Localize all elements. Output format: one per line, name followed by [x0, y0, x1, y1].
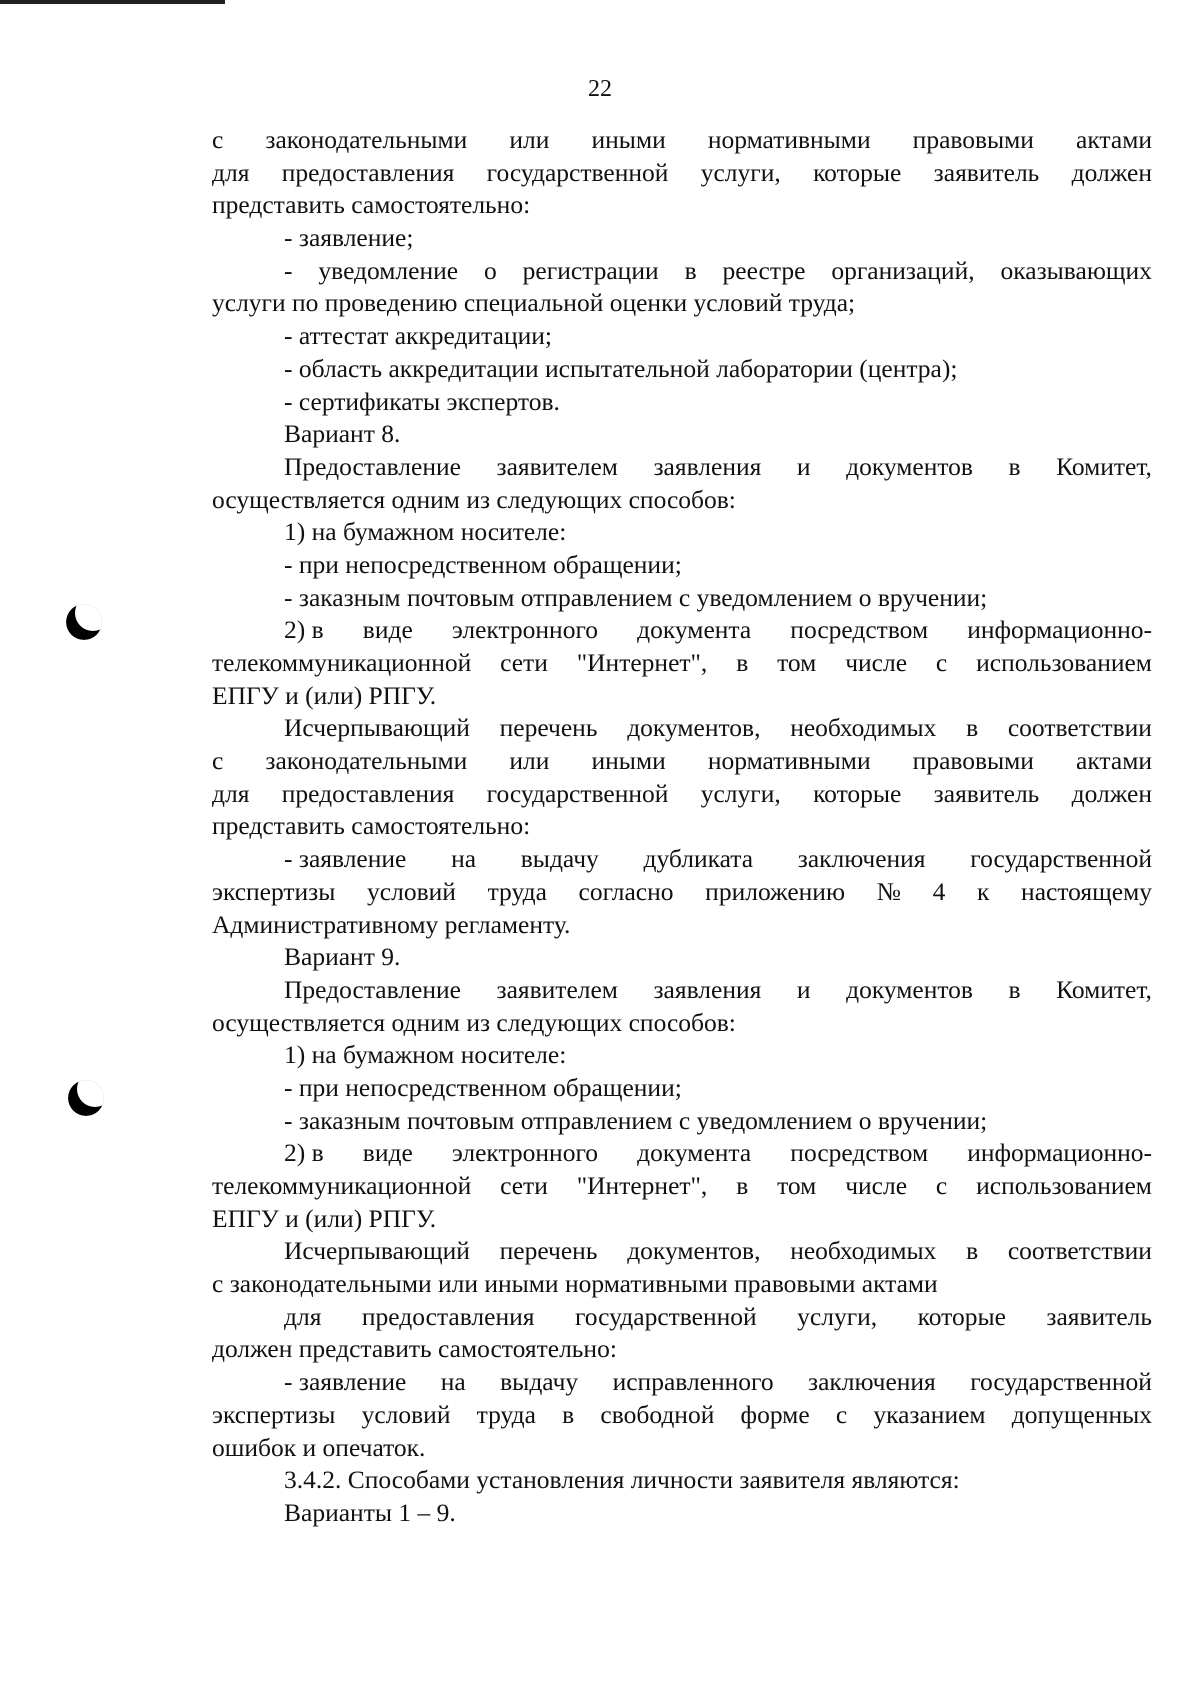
word: информационно-: [967, 1138, 1152, 1168]
word: посредством: [790, 615, 929, 645]
word: 4: [932, 876, 946, 906]
text-line: [212, 124, 1152, 157]
text-line: - заказным почтовым отправлением с уведомлением о вручении;: [284, 1105, 988, 1135]
word: документов: [846, 451, 973, 481]
word: актами: [1076, 125, 1152, 154]
word: телекоммуникационной: [212, 648, 472, 677]
word: том: [777, 648, 817, 677]
word: использованием: [976, 1171, 1152, 1200]
word: которые: [917, 1301, 1006, 1331]
top-edge-rule: [0, 0, 225, 4]
word: регистрации: [522, 255, 659, 285]
word: и: [796, 451, 811, 481]
word: заявителем: [496, 974, 618, 1004]
word: "Интернет",: [576, 1171, 708, 1200]
word: документа: [637, 615, 752, 645]
text-line: услуги по проведению специальной оценки условий труда;: [212, 288, 856, 318]
word: реестре: [722, 255, 806, 285]
word: с: [212, 746, 224, 776]
word: в: [1008, 451, 1021, 481]
text-line: Административному регламенту.: [212, 909, 571, 939]
word: государственной: [486, 778, 669, 808]
text-line: [212, 1366, 1152, 1399]
word: сети: [500, 648, 548, 677]
word: в: [966, 1236, 979, 1266]
word: или: [509, 746, 550, 776]
text-line: [212, 778, 1152, 811]
word: том: [777, 1171, 817, 1200]
word: должен: [1071, 157, 1152, 187]
word: правовыми: [912, 125, 1034, 154]
word: -: [284, 255, 293, 285]
text-line: [212, 1301, 1152, 1334]
text-line: 1) на бумажном носителе:: [284, 1040, 567, 1070]
word: организаций,: [831, 255, 975, 285]
text-line: - сертификаты экспертов.: [284, 386, 560, 416]
text-line: [212, 876, 1152, 909]
word: государственной: [574, 1301, 757, 1331]
word: заявитель: [933, 778, 1040, 808]
word: виде: [362, 1138, 413, 1168]
text-line: [212, 712, 1152, 745]
word: в: [966, 713, 979, 743]
text-line: - заявление;: [284, 223, 414, 253]
text-line: 1) на бумажном носителе:: [284, 517, 567, 547]
word: иными: [591, 746, 666, 776]
word: Комитет,: [1056, 451, 1152, 481]
text-line: [212, 1170, 1152, 1203]
word: и: [796, 974, 811, 1004]
text-line: [212, 745, 1152, 778]
text-line: должен представить самостоятельно:: [212, 1334, 617, 1364]
word: использованием: [976, 648, 1152, 677]
text-line: 3.4.2. Способами установления личности заявителя являются:: [284, 1465, 960, 1495]
word: "Интернет",: [576, 648, 708, 677]
word: условий: [361, 1399, 451, 1429]
word: должен: [1071, 778, 1152, 808]
word: заключения: [808, 1367, 936, 1397]
word: выдачу: [500, 1367, 579, 1397]
word: выдачу: [520, 844, 599, 874]
word: документа: [637, 1138, 752, 1168]
word: услуги,: [700, 157, 781, 187]
word: для: [284, 1301, 322, 1331]
word: экспертизы: [212, 1399, 336, 1429]
word: 2) в: [284, 1138, 324, 1168]
page-number: 22: [588, 76, 612, 102]
document-body: [212, 124, 1152, 1530]
word: предоставления: [361, 1301, 535, 1331]
word: государственной: [970, 844, 1152, 874]
word: указанием: [873, 1399, 986, 1429]
punch-hole-mark: [68, 1080, 104, 1116]
text-line: ЕПГУ и (или) РПГУ.: [212, 680, 437, 710]
word: или: [509, 125, 550, 154]
text-line: [212, 451, 1152, 484]
text-line: представить самостоятельно:: [212, 811, 531, 841]
word: заявителем: [496, 451, 618, 481]
word: услуги,: [797, 1301, 878, 1331]
text-line: [212, 614, 1152, 647]
word: документов: [846, 974, 973, 1004]
word: виде: [362, 615, 413, 645]
word: в: [684, 255, 697, 285]
text-line: Варианты 1 – 9.: [284, 1497, 456, 1527]
word: с: [935, 648, 948, 677]
word: в: [562, 1399, 575, 1429]
word: документов,: [627, 713, 761, 743]
word: заявитель: [933, 157, 1040, 187]
text-line: Вариант 8.: [284, 419, 401, 449]
word: законодательными: [265, 125, 468, 154]
word: которые: [813, 778, 902, 808]
punch-hole-mark: [66, 604, 102, 640]
text-line: ошибок и опечаток.: [212, 1432, 426, 1462]
word: Предоставление: [284, 974, 461, 1004]
word: Исчерпывающий: [284, 713, 470, 743]
word: сети: [500, 1171, 548, 1200]
word: заключения: [797, 844, 926, 874]
word: электронного: [451, 1138, 599, 1168]
word: труда: [476, 1399, 536, 1429]
text-line: представить самостоятельно:: [212, 190, 531, 220]
word: государственной: [486, 157, 669, 187]
word: телекоммуникационной: [212, 1171, 472, 1200]
text-line: [212, 1137, 1152, 1170]
word: числе: [845, 648, 908, 677]
text-line: осуществляется одним из следующих способов:: [212, 484, 736, 514]
word: которые: [813, 157, 902, 187]
word: - заявление: [284, 1367, 407, 1397]
word: информационно-: [967, 615, 1152, 645]
word: соответствии: [1007, 1236, 1152, 1266]
word: дубликата: [643, 844, 754, 874]
word: нормативными: [707, 746, 871, 776]
word: предоставления: [281, 157, 455, 187]
word: 2) в: [284, 615, 324, 645]
text-line: - аттестат аккредитации;: [284, 321, 552, 351]
text-line: - при непосредственном обращении;: [284, 1072, 682, 1102]
word: посредством: [790, 1138, 929, 1168]
word: Исчерпывающий: [284, 1236, 470, 1266]
word: в: [736, 648, 749, 677]
word: - заявление: [284, 844, 407, 874]
word: необходимых: [790, 1236, 937, 1266]
word: приложению: [705, 876, 845, 906]
word: на: [451, 844, 477, 874]
word: с: [935, 1171, 948, 1200]
word: перечень: [499, 1236, 598, 1266]
word: исправленного: [612, 1367, 774, 1397]
word: правовыми: [912, 746, 1034, 776]
text-line: с законодательными или иными нормативными правовыми актами: [212, 1269, 938, 1299]
text-line: осуществляется одним из следующих способов:: [212, 1007, 736, 1037]
word: соответствии: [1007, 713, 1152, 743]
word: с: [212, 125, 224, 154]
text-line: - заказным почтовым отправлением с уведомлением о вручении;: [284, 582, 988, 612]
word: заявления: [653, 974, 762, 1004]
text-line: - при непосредственном обращении;: [284, 549, 682, 579]
word: уведомление: [318, 255, 459, 285]
word: о: [484, 255, 497, 285]
word: допущенных: [1011, 1399, 1152, 1429]
word: для: [212, 157, 250, 187]
word: необходимых: [790, 713, 937, 743]
word: государственной: [970, 1367, 1152, 1397]
word: Комитет,: [1056, 974, 1152, 1004]
text-line: [212, 843, 1152, 876]
word: законодательными: [265, 746, 468, 776]
word: иными: [591, 125, 666, 154]
word: Предоставление: [284, 451, 461, 481]
word: услуги,: [700, 778, 781, 808]
word: в: [736, 1171, 749, 1200]
text-line: [212, 1235, 1152, 1268]
text-line: [212, 647, 1152, 680]
word: на: [440, 1367, 466, 1397]
word: заявитель: [1046, 1301, 1152, 1331]
text-line: [212, 255, 1152, 288]
word: экспертизы: [212, 876, 336, 906]
word: перечень: [499, 713, 598, 743]
word: условий: [367, 876, 456, 906]
word: числе: [845, 1171, 908, 1200]
word: нормативными: [707, 125, 871, 154]
word: к: [977, 876, 990, 906]
word: труда: [487, 876, 547, 906]
word: документов,: [627, 1236, 761, 1266]
text-line: [212, 1399, 1152, 1432]
text-line: [212, 157, 1152, 190]
word: в: [1008, 974, 1021, 1004]
word: с: [835, 1399, 848, 1429]
word: настоящему: [1021, 876, 1152, 906]
word: №: [876, 876, 901, 906]
word: предоставления: [281, 778, 455, 808]
word: свободной: [600, 1399, 715, 1429]
word: оказывающих: [1000, 255, 1152, 285]
text-line: ЕПГУ и (или) РПГУ.: [212, 1203, 437, 1233]
text-line: [212, 974, 1152, 1007]
word: заявления: [653, 451, 762, 481]
word: актами: [1076, 746, 1152, 776]
text-line: Вариант 9.: [284, 942, 401, 972]
text-line: - область аккредитации испытательной лаборатории (центра);: [284, 353, 958, 383]
word: согласно: [578, 876, 674, 906]
word: для: [212, 778, 250, 808]
word: электронного: [451, 615, 599, 645]
word: форме: [740, 1399, 810, 1429]
